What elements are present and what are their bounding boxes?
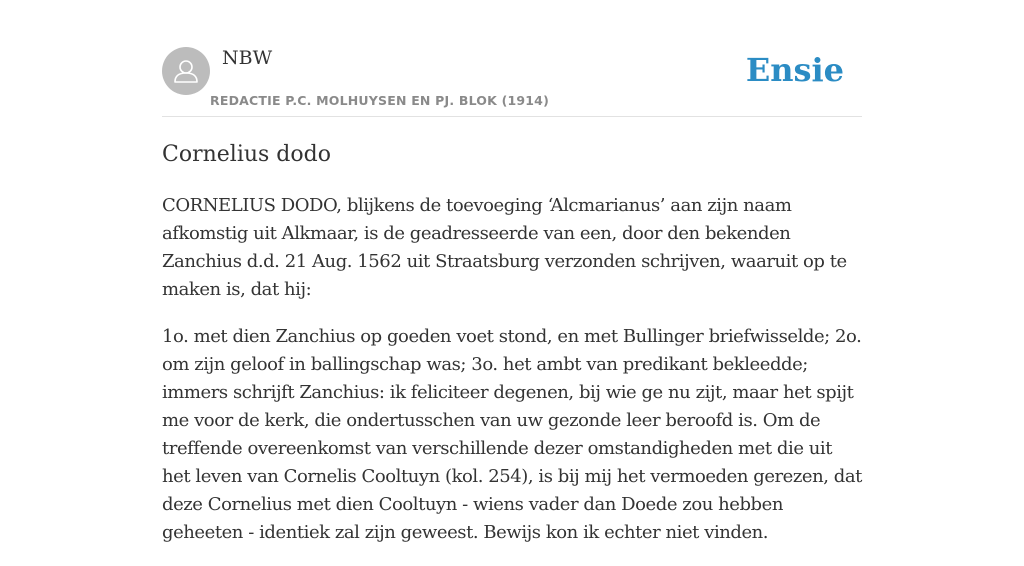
source-avatar[interactable] — [162, 47, 210, 95]
source-name[interactable]: NBW — [222, 47, 273, 69]
source-subtitle: REDACTIE P.C. MOLHUYSEN EN PJ. BLOK (1914) — [210, 93, 549, 108]
article-body — [162, 192, 862, 566]
article-paragraph: CORNELIUS DODO, blijkens de toevoeging ‘Alcmarianus’ aan zijn naam afkomstig uit Alkmaar, is de geadresseerde van een, door den bekenden Zanchius d.d. 21 Aug. 1562 uit Straatsburg verzonden schrijven, waaruit op te maken is, dat hij: — [162, 195, 847, 300]
ensie-logo-link[interactable]: Ensie — [745, 51, 844, 89]
user-icon — [162, 47, 210, 95]
source-header — [162, 46, 862, 117]
article-title: Cornelius dodo — [162, 142, 331, 167]
article-paragraph: 1o. met dien Zanchius op goeden voet stond, en met Bullinger briefwisselde; 2o. om zijn geloof in ballingschap was; 3o. het ambt van predikant bekleedde; immers schrijft Zanchius: ik feliciteer degenen, bij wie ge nu zijt, maar het spijt me voor de kerk, die ondertusschen van uw gezonde leer beroofd is. Om de treffende overeenkomst van verschillende dezer omstandigheden met die uit het leven van Cornelis Cooltuyn (kol. 254), is bij mij het vermoeden gerezen, dat deze Cornelius met dien Cooltuyn - wiens vader dan Doede zou hebben geheeten - identiek zal zijn geweest. Bewijs kon ik echter niet vinden. — [162, 326, 862, 543]
